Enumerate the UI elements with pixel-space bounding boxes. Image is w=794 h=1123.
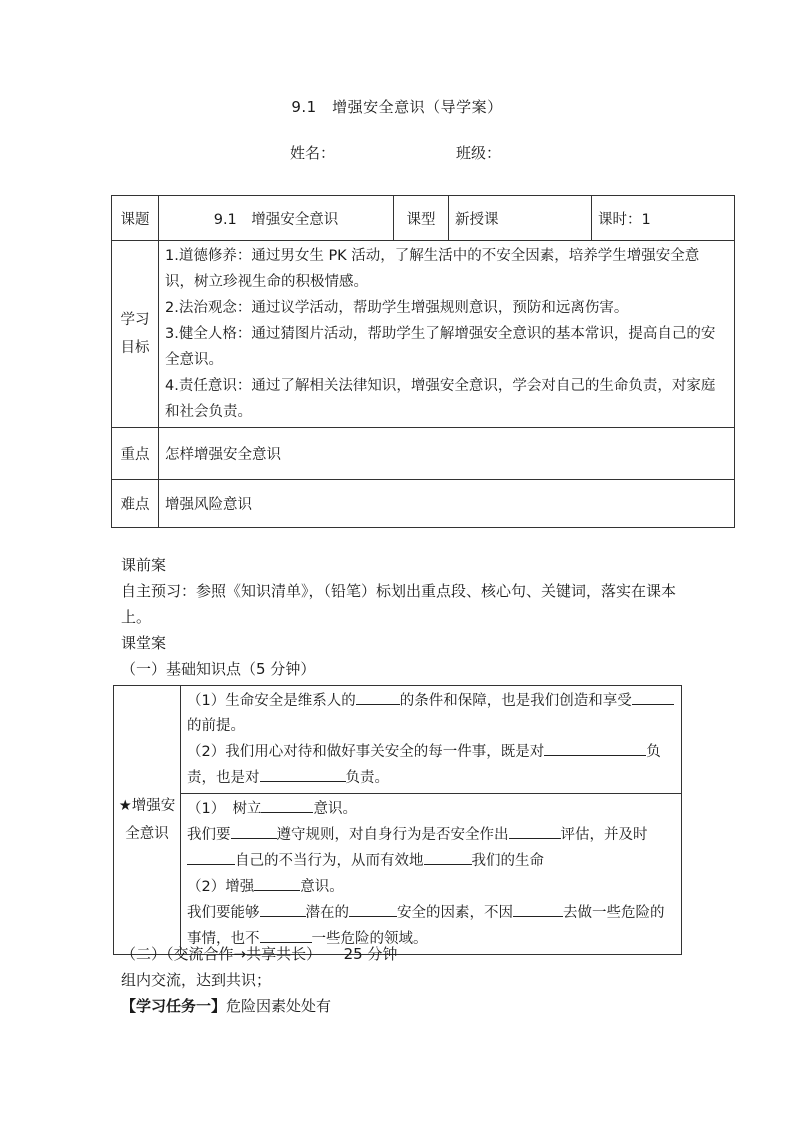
blank-line[interactable]: [513, 900, 563, 917]
blank-line[interactable]: [632, 688, 674, 705]
group-discussion-text: 组内交流，达到共识；: [121, 971, 272, 989]
blank-line[interactable]: [261, 796, 313, 813]
period-value: 课时：1: [592, 196, 735, 241]
class-heading: 课堂案: [121, 634, 167, 652]
goal-item: 2.法治观念：通过议学活动，帮助学生增强规则意识，预防和远离伤害。: [165, 300, 629, 316]
blank-line[interactable]: [260, 900, 306, 917]
star-label: ★增强安全意识: [114, 686, 181, 955]
blank-line[interactable]: [260, 765, 346, 782]
blank-line[interactable]: [356, 688, 400, 705]
topic-label: 课题: [112, 196, 159, 241]
type-label: 课型: [394, 196, 449, 241]
type-value: 新授课: [449, 196, 592, 241]
basic-knowledge-table: [113, 685, 682, 955]
learning-task-one: [121, 993, 741, 1019]
task-title: 危险因素处处有: [226, 997, 332, 1015]
key-value: 怎样增强安全意识: [159, 428, 735, 480]
key-label: 重点: [112, 428, 159, 480]
blank-line[interactable]: [349, 900, 397, 917]
goal-item: 1.道德修养：通过男女生 PK 活动，了解生活中的不安全因素，培养学生增强安全意识，树立珍视生命的积极情感。: [165, 248, 700, 290]
page-title: 9.1 增强安全意识（导学案）: [291, 98, 503, 116]
difficult-value: 增强风险意识: [159, 480, 735, 528]
fill-blank-block-2: （1） 树立 意识。 我们要 遵守规则，对自身行为是否安全作出 评估，并及时自己的不当行为，从而有效地 我们的生命 （2）增强 意识。 我们要能够 潜在的 安全的因素，不因 去做一些危险的事情，也不 一些危险的领域。: [181, 794, 682, 955]
difficult-label: 难点: [112, 480, 159, 528]
blank-line[interactable]: [231, 822, 277, 839]
goals-label: 学习 目标: [112, 241, 159, 428]
blank-line[interactable]: [254, 874, 300, 891]
pre-class-heading: 课前案: [121, 556, 167, 574]
section-one-heading: （一）基础知识点（5 分钟）: [121, 660, 316, 678]
blank-line[interactable]: [187, 848, 235, 865]
fill-blank-block-1: （1）生命安全是维系人的 的条件和保障，也是我们创造和享受的前提。 （2）我们用心对待和做好事关安全的每一件事，既是对 负责，也是对 负责。: [181, 686, 682, 794]
goals-cell: [159, 241, 735, 428]
topic-value: 9.1 增强安全意识: [159, 196, 394, 241]
goal-item: 3.健全人格：通过猜图片活动，帮助学生了解增强安全意识的基本常识，提高自己的安全意识。: [165, 326, 716, 368]
section-two-heading: （二）（交流合作→共享共长） 25 分钟: [121, 945, 398, 963]
class-label: 班级：: [456, 144, 502, 162]
pre-class-text: 自主预习：参照《知识清单》，（铅笔）标划出重点段、核心句、关键词，落实在课本上。: [121, 582, 677, 626]
lesson-info-table: [111, 195, 735, 528]
name-label: 姓名：: [290, 144, 336, 162]
blank-line[interactable]: [544, 739, 646, 756]
blank-line[interactable]: [509, 822, 561, 839]
task-label: 【学习任务一】: [121, 997, 227, 1015]
blank-line[interactable]: [424, 848, 472, 865]
goal-item: 4.责任意识：通过了解相关法律知识，增强安全意识，学会对自己的生命负责，对家庭和社会负责。: [165, 378, 716, 420]
